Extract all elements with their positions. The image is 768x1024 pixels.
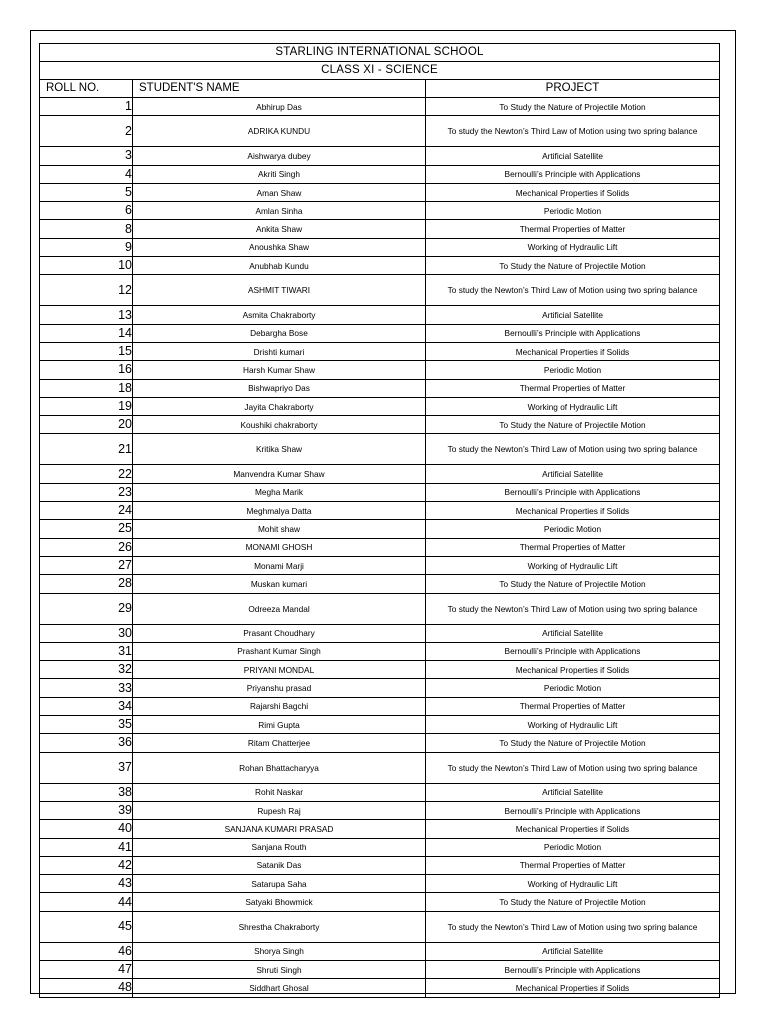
table-row bbox=[40, 275, 720, 306]
roll-number-cell: 38 bbox=[40, 783, 133, 801]
roll-number-cell: 41 bbox=[40, 838, 133, 856]
roll-number-cell: 21 bbox=[40, 434, 133, 465]
student-name-cell: ASHMIT TIWARI bbox=[133, 275, 426, 306]
table-row bbox=[40, 624, 720, 642]
table-row bbox=[40, 465, 720, 483]
roll-number-cell: 34 bbox=[40, 697, 133, 715]
roll-number-cell: 26 bbox=[40, 538, 133, 556]
project-cell: Artificial Satellite bbox=[426, 147, 720, 165]
table-row bbox=[40, 434, 720, 465]
table-row bbox=[40, 147, 720, 165]
student-name-cell: Satarupa Saha bbox=[133, 875, 426, 893]
project-cell: Mechanical Properties if Solids bbox=[426, 820, 720, 838]
student-name-cell: Satyaki Bhowmick bbox=[133, 893, 426, 911]
project-cell: Artificial Satellite bbox=[426, 942, 720, 960]
student-name-cell: Anoushka Shaw bbox=[133, 238, 426, 256]
project-cell: Periodic Motion bbox=[426, 361, 720, 379]
roll-number-cell: 40 bbox=[40, 820, 133, 838]
project-cell: Thermal Properties of Matter bbox=[426, 379, 720, 397]
table-row bbox=[40, 165, 720, 183]
project-cell: Periodic Motion bbox=[426, 202, 720, 220]
roll-number-cell: 32 bbox=[40, 661, 133, 679]
student-name-cell: Megha Marik bbox=[133, 483, 426, 501]
student-name-cell: Asmita Chakraborty bbox=[133, 306, 426, 324]
table-row bbox=[40, 538, 720, 556]
table-row bbox=[40, 361, 720, 379]
table-row bbox=[40, 342, 720, 360]
project-cell: To study the Newton’s Third Law of Motion using two spring balance bbox=[426, 275, 720, 306]
project-cell: To Study the Nature of Projectile Motion bbox=[426, 98, 720, 116]
roll-number-cell: 9 bbox=[40, 238, 133, 256]
table-row bbox=[40, 716, 720, 734]
roll-number-cell: 27 bbox=[40, 556, 133, 574]
table-row bbox=[40, 202, 720, 220]
project-cell: Working of Hydraulic Lift bbox=[426, 556, 720, 574]
project-cell: Working of Hydraulic Lift bbox=[426, 875, 720, 893]
table-row bbox=[40, 960, 720, 978]
school-title-row bbox=[40, 44, 720, 62]
student-name-cell: Manvendra Kumar Shaw bbox=[133, 465, 426, 483]
student-name-cell: Rohan Bhattacharyya bbox=[133, 752, 426, 783]
table-row bbox=[40, 116, 720, 147]
project-cell: Bernoulli’s Principle with Applications bbox=[426, 642, 720, 660]
table-row bbox=[40, 752, 720, 783]
project-cell: Periodic Motion bbox=[426, 520, 720, 538]
table-row bbox=[40, 661, 720, 679]
student-name-cell: Rohit Naskar bbox=[133, 783, 426, 801]
roll-number-cell: 28 bbox=[40, 575, 133, 593]
project-cell: Mechanical Properties if Solids bbox=[426, 342, 720, 360]
student-name-cell: Debargha Bose bbox=[133, 324, 426, 342]
project-cell: Working of Hydraulic Lift bbox=[426, 716, 720, 734]
roll-number-cell: 5 bbox=[40, 183, 133, 201]
project-cell: Artificial Satellite bbox=[426, 465, 720, 483]
project-cell: Mechanical Properties if Solids bbox=[426, 502, 720, 520]
project-cell: Thermal Properties of Matter bbox=[426, 697, 720, 715]
roll-number-cell: 4 bbox=[40, 165, 133, 183]
project-cell: To study the Newton’s Third Law of Motion using two spring balance bbox=[426, 911, 720, 942]
school-name: STARLING INTERNATIONAL SCHOOL bbox=[40, 44, 720, 62]
table-row bbox=[40, 942, 720, 960]
table-row bbox=[40, 893, 720, 911]
table-row bbox=[40, 642, 720, 660]
table-row bbox=[40, 397, 720, 415]
project-cell: Periodic Motion bbox=[426, 838, 720, 856]
student-name-cell: PRIYANI MONDAL bbox=[133, 661, 426, 679]
roll-number-cell: 14 bbox=[40, 324, 133, 342]
student-name-cell: Ankita Shaw bbox=[133, 220, 426, 238]
table-row bbox=[40, 820, 720, 838]
table-row bbox=[40, 856, 720, 874]
roll-number-cell: 25 bbox=[40, 520, 133, 538]
student-name-cell: Mohit shaw bbox=[133, 520, 426, 538]
project-cell: Mechanical Properties if Solids bbox=[426, 183, 720, 201]
student-name-cell: Bishwapriyo Das bbox=[133, 379, 426, 397]
table-row bbox=[40, 238, 720, 256]
name-column-header: STUDENT'S NAME bbox=[133, 80, 426, 98]
student-name-cell: Aman Shaw bbox=[133, 183, 426, 201]
project-cell: Bernoulli’s Principle with Applications bbox=[426, 165, 720, 183]
roll-number-cell: 47 bbox=[40, 960, 133, 978]
student-name-cell: Prasant Choudhary bbox=[133, 624, 426, 642]
roll-number-cell: 48 bbox=[40, 979, 133, 997]
table-row bbox=[40, 556, 720, 574]
student-name-cell: Anubhab Kundu bbox=[133, 257, 426, 275]
project-cell: Working of Hydraulic Lift bbox=[426, 397, 720, 415]
student-name-cell: Rupesh Raj bbox=[133, 801, 426, 819]
project-cell: To study the Newton’s Third Law of Motion using two spring balance bbox=[426, 434, 720, 465]
table-row bbox=[40, 98, 720, 116]
roll-number-cell: 46 bbox=[40, 942, 133, 960]
student-name-cell: Koushiki chakraborty bbox=[133, 416, 426, 434]
roll-number-cell: 44 bbox=[40, 893, 133, 911]
table-row bbox=[40, 183, 720, 201]
roll-number-cell: 16 bbox=[40, 361, 133, 379]
table-row bbox=[40, 483, 720, 501]
table-row bbox=[40, 979, 720, 997]
table-row bbox=[40, 502, 720, 520]
roll-number-cell: 6 bbox=[40, 202, 133, 220]
project-cell: Mechanical Properties if Solids bbox=[426, 661, 720, 679]
roll-number-cell: 8 bbox=[40, 220, 133, 238]
student-name-cell: Shruti Singh bbox=[133, 960, 426, 978]
roll-number-cell: 33 bbox=[40, 679, 133, 697]
student-name-cell: Rimi Gupta bbox=[133, 716, 426, 734]
class-name: CLASS XI - SCIENCE bbox=[40, 62, 720, 80]
project-cell: To study the Newton’s Third Law of Motion using two spring balance bbox=[426, 752, 720, 783]
student-name-cell: Siddhart Ghosal bbox=[133, 979, 426, 997]
project-cell: Bernoulli’s Principle with Applications bbox=[426, 960, 720, 978]
table-row bbox=[40, 220, 720, 238]
student-name-cell: Muskan kumari bbox=[133, 575, 426, 593]
student-name-cell: MONAMI GHOSH bbox=[133, 538, 426, 556]
roll-number-cell: 10 bbox=[40, 257, 133, 275]
student-project-table bbox=[39, 43, 720, 998]
table-row bbox=[40, 734, 720, 752]
table-row bbox=[40, 575, 720, 593]
project-cell: To Study the Nature of Projectile Motion bbox=[426, 893, 720, 911]
project-column-header: PROJECT bbox=[426, 80, 720, 98]
table-row bbox=[40, 875, 720, 893]
roll-number-cell: 24 bbox=[40, 502, 133, 520]
student-name-cell: Shrestha Chakraborty bbox=[133, 911, 426, 942]
student-name-cell: Monami Marji bbox=[133, 556, 426, 574]
roll-number-cell: 36 bbox=[40, 734, 133, 752]
project-cell: Bernoulli’s Principle with Applications bbox=[426, 483, 720, 501]
student-name-cell: Sanjana Routh bbox=[133, 838, 426, 856]
roll-number-cell: 31 bbox=[40, 642, 133, 660]
header-row bbox=[40, 80, 720, 98]
student-name-cell: Prashant Kumar Singh bbox=[133, 642, 426, 660]
roll-number-cell: 1 bbox=[40, 98, 133, 116]
table-row bbox=[40, 324, 720, 342]
project-cell: Artificial Satellite bbox=[426, 783, 720, 801]
roll-number-cell: 19 bbox=[40, 397, 133, 415]
table-row bbox=[40, 838, 720, 856]
table-row bbox=[40, 801, 720, 819]
student-name-cell: Akriti Singh bbox=[133, 165, 426, 183]
roll-number-cell: 29 bbox=[40, 593, 133, 624]
roll-number-cell: 42 bbox=[40, 856, 133, 874]
student-name-cell: Harsh Kumar Shaw bbox=[133, 361, 426, 379]
student-name-cell: ADRIKA KUNDU bbox=[133, 116, 426, 147]
project-cell: To Study the Nature of Projectile Motion bbox=[426, 734, 720, 752]
table-row bbox=[40, 679, 720, 697]
student-name-cell: Amlan Sinha bbox=[133, 202, 426, 220]
table-row bbox=[40, 911, 720, 942]
student-name-cell: Ritam Chatterjee bbox=[133, 734, 426, 752]
student-name-cell: Meghmalya Datta bbox=[133, 502, 426, 520]
table-row bbox=[40, 416, 720, 434]
student-name-cell: Odreeza Mandal bbox=[133, 593, 426, 624]
roll-number-cell: 13 bbox=[40, 306, 133, 324]
student-name-cell: Kritika Shaw bbox=[133, 434, 426, 465]
project-cell: Artificial Satellite bbox=[426, 306, 720, 324]
roll-number-cell: 20 bbox=[40, 416, 133, 434]
student-name-cell: Satanik Das bbox=[133, 856, 426, 874]
table-row bbox=[40, 697, 720, 715]
roll-number-cell: 45 bbox=[40, 911, 133, 942]
student-name-cell: Priyanshu prasad bbox=[133, 679, 426, 697]
student-name-cell: Drishti kumari bbox=[133, 342, 426, 360]
project-cell: Bernoulli’s Principle with Applications bbox=[426, 801, 720, 819]
roll-number-cell: 18 bbox=[40, 379, 133, 397]
project-cell: To study the Newton’s Third Law of Motion using two spring balance bbox=[426, 116, 720, 147]
project-cell: To study the Newton’s Third Law of Motion using two spring balance bbox=[426, 593, 720, 624]
roll-column-header: ROLL NO. bbox=[40, 80, 133, 98]
student-name-cell: Jayita Chakraborty bbox=[133, 397, 426, 415]
class-title-row bbox=[40, 62, 720, 80]
roll-number-cell: 22 bbox=[40, 465, 133, 483]
roll-number-cell: 23 bbox=[40, 483, 133, 501]
student-name-cell: Abhirup Das bbox=[133, 98, 426, 116]
table-row bbox=[40, 783, 720, 801]
project-cell: To Study the Nature of Projectile Motion bbox=[426, 257, 720, 275]
roll-number-cell: 43 bbox=[40, 875, 133, 893]
project-cell: Thermal Properties of Matter bbox=[426, 538, 720, 556]
project-cell: Working of Hydraulic Lift bbox=[426, 238, 720, 256]
project-cell: Thermal Properties of Matter bbox=[426, 220, 720, 238]
roll-number-cell: 2 bbox=[40, 116, 133, 147]
table-row bbox=[40, 257, 720, 275]
table-row bbox=[40, 520, 720, 538]
table-row bbox=[40, 379, 720, 397]
student-name-cell: Aishwarya dubey bbox=[133, 147, 426, 165]
roll-number-cell: 12 bbox=[40, 275, 133, 306]
project-cell: Thermal Properties of Matter bbox=[426, 856, 720, 874]
table-row bbox=[40, 306, 720, 324]
roll-number-cell: 37 bbox=[40, 752, 133, 783]
roll-number-cell: 39 bbox=[40, 801, 133, 819]
student-name-cell: Shorya Singh bbox=[133, 942, 426, 960]
project-cell: To Study the Nature of Projectile Motion bbox=[426, 416, 720, 434]
student-name-cell: SANJANA KUMARI PRASAD bbox=[133, 820, 426, 838]
project-cell: Periodic Motion bbox=[426, 679, 720, 697]
roll-number-cell: 15 bbox=[40, 342, 133, 360]
project-cell: Bernoulli’s Principle with Applications bbox=[426, 324, 720, 342]
project-cell: Mechanical Properties if Solids bbox=[426, 979, 720, 997]
project-cell: Artificial Satellite bbox=[426, 624, 720, 642]
student-name-cell: Rajarshi Bagchi bbox=[133, 697, 426, 715]
table-row bbox=[40, 593, 720, 624]
roll-number-cell: 30 bbox=[40, 624, 133, 642]
project-cell: To Study the Nature of Projectile Motion bbox=[426, 575, 720, 593]
roll-number-cell: 3 bbox=[40, 147, 133, 165]
roll-number-cell: 35 bbox=[40, 716, 133, 734]
